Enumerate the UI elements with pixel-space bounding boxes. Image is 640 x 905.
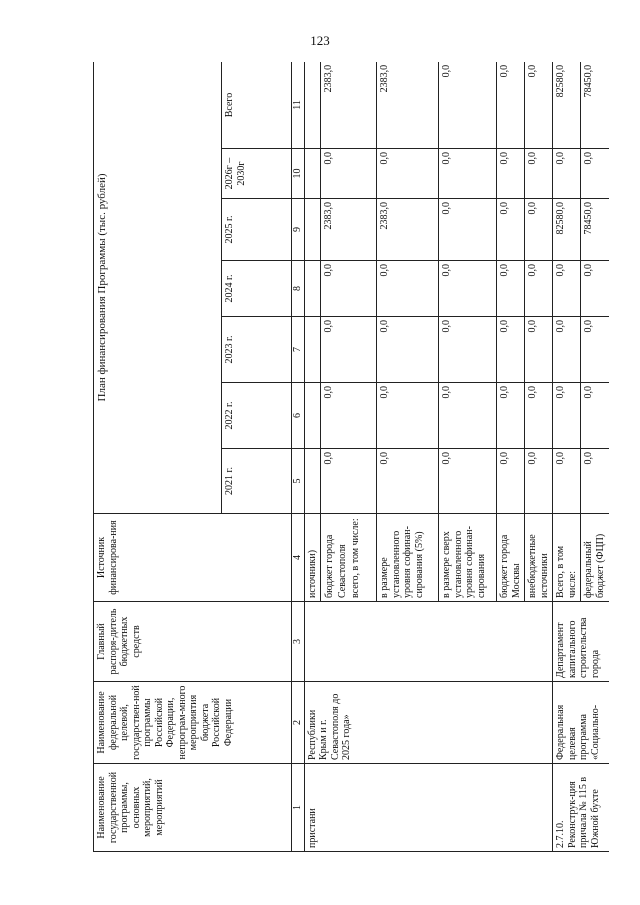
header-col2: Наименование федеральной целевой, государствен-ной программы Российской Федерации, непрограм-много мероприятия бюджета Российской Федерации <box>94 682 292 764</box>
value-cell: 0,0 <box>497 199 525 261</box>
column-number: 1 <box>292 764 305 852</box>
value-cell: 0,0 <box>497 449 525 514</box>
year-header: 2025 г. <box>222 199 292 261</box>
value-cell: 0,0 <box>439 383 497 449</box>
source-cell: в размере установленного уровня софинан-сирования (5%) <box>377 514 439 602</box>
value-cell <box>304 199 321 261</box>
value-cell <box>304 261 321 317</box>
value-cell: 2383,0 <box>377 199 439 261</box>
rotated-table-container <box>93 62 609 852</box>
value-cell: 78450,0 <box>581 62 610 149</box>
block1-program-name: пристани <box>304 764 553 852</box>
value-cell: 0,0 <box>321 261 377 317</box>
value-cell: 0,0 <box>377 449 439 514</box>
value-cell <box>304 149 321 199</box>
column-number-row <box>292 62 305 852</box>
value-cell: 0,0 <box>525 149 553 199</box>
column-number: 2 <box>292 682 305 764</box>
header-row-1 <box>94 62 222 852</box>
block1-federal-program: Республики Крым и г. Севастополя до 2025 года» <box>304 682 553 764</box>
table-row <box>553 62 581 852</box>
value-cell: 0,0 <box>439 261 497 317</box>
value-cell: 0,0 <box>377 383 439 449</box>
block2-program-name: 2.7.10. Реконструк-ция причала № 115 в Южной бухте <box>553 764 610 852</box>
total-header: Всего <box>222 62 292 149</box>
year-header: 2026г – 2030г <box>222 149 292 199</box>
value-cell: 0,0 <box>321 449 377 514</box>
value-cell: 0,0 <box>581 261 610 317</box>
source-cell: федеральный бюджет (ФЦП) <box>581 514 610 602</box>
value-cell: 0,0 <box>377 261 439 317</box>
value-cell: 0,0 <box>321 317 377 383</box>
block2-manager: Департамент капитального строительства города <box>553 602 610 682</box>
rotated-table-wrapper <box>93 62 609 852</box>
value-cell: 0,0 <box>553 383 581 449</box>
value-cell <box>304 449 321 514</box>
value-cell: 0,0 <box>553 449 581 514</box>
column-number: 4 <box>292 514 305 602</box>
value-cell: 0,0 <box>525 317 553 383</box>
value-cell: 0,0 <box>439 149 497 199</box>
source-cell: бюджет города Москвы <box>497 514 525 602</box>
value-cell: 0,0 <box>553 317 581 383</box>
value-cell: 0,0 <box>553 149 581 199</box>
year-header: 2024 г. <box>222 261 292 317</box>
column-number: 3 <box>292 602 305 682</box>
column-number: 11 <box>292 62 305 149</box>
source-cell: источники) <box>304 514 321 602</box>
value-cell: 0,0 <box>377 149 439 199</box>
value-cell: 0,0 <box>321 149 377 199</box>
column-number: 7 <box>292 317 305 383</box>
value-cell: 0,0 <box>497 383 525 449</box>
value-cell: 0,0 <box>497 62 525 149</box>
value-cell: 0,0 <box>581 317 610 383</box>
value-cell: 0,0 <box>553 261 581 317</box>
header-col4: Источник финансирова-ния <box>94 514 292 602</box>
header-col3: Главный распоря-дитель бюджетных средств <box>94 602 292 682</box>
value-cell: 2383,0 <box>321 199 377 261</box>
value-cell: 0,0 <box>525 62 553 149</box>
value-cell: 2383,0 <box>321 62 377 149</box>
value-cell: 0,0 <box>497 317 525 383</box>
value-cell: 0,0 <box>439 62 497 149</box>
value-cell: 0,0 <box>525 261 553 317</box>
year-header: 2021 г. <box>222 449 292 514</box>
value-cell: 2383,0 <box>377 62 439 149</box>
column-number: 6 <box>292 383 305 449</box>
source-cell: бюджет города Севастополя всего, в том числе: <box>321 514 377 602</box>
value-cell <box>304 317 321 383</box>
value-cell: 0,0 <box>525 383 553 449</box>
source-cell: Всего, в том числе: <box>553 514 581 602</box>
value-cell: 0,0 <box>439 199 497 261</box>
value-cell: 82580,0 <box>553 62 581 149</box>
table-row <box>304 62 321 852</box>
value-cell: 0,0 <box>377 317 439 383</box>
column-number: 5 <box>292 449 305 514</box>
value-cell: 0,0 <box>581 449 610 514</box>
value-cell: 0,0 <box>497 261 525 317</box>
value-cell: 0,0 <box>497 149 525 199</box>
year-header: 2023 г. <box>222 317 292 383</box>
financing-table <box>93 62 609 852</box>
value-cell: 0,0 <box>525 449 553 514</box>
value-cell: 0,0 <box>581 149 610 199</box>
value-cell: 78450,0 <box>581 199 610 261</box>
year-header: 2022 г. <box>222 383 292 449</box>
value-cell: 0,0 <box>439 449 497 514</box>
source-cell: внебюджетные источники <box>525 514 553 602</box>
value-cell: 0,0 <box>525 199 553 261</box>
column-number: 8 <box>292 261 305 317</box>
value-cell: 0,0 <box>439 317 497 383</box>
column-number: 10 <box>292 149 305 199</box>
value-cell <box>304 62 321 149</box>
value-cell: 0,0 <box>321 383 377 449</box>
page-number: 123 <box>310 33 330 48</box>
header-col1: Наименование государственной программы, основных мероприятий, мероприятий <box>94 764 292 852</box>
value-cell: 82580,0 <box>553 199 581 261</box>
plan-header: План финансирования Программы (тыс. рублей) <box>94 62 222 514</box>
column-number: 9 <box>292 199 305 261</box>
value-cell: 0,0 <box>581 383 610 449</box>
block1-manager <box>304 602 553 682</box>
block2-federal-program: Федеральная целевая программа «Социально- <box>553 682 610 764</box>
source-cell: в размере сверх установленного уровня софинан-сирования <box>439 514 497 602</box>
value-cell <box>304 383 321 449</box>
